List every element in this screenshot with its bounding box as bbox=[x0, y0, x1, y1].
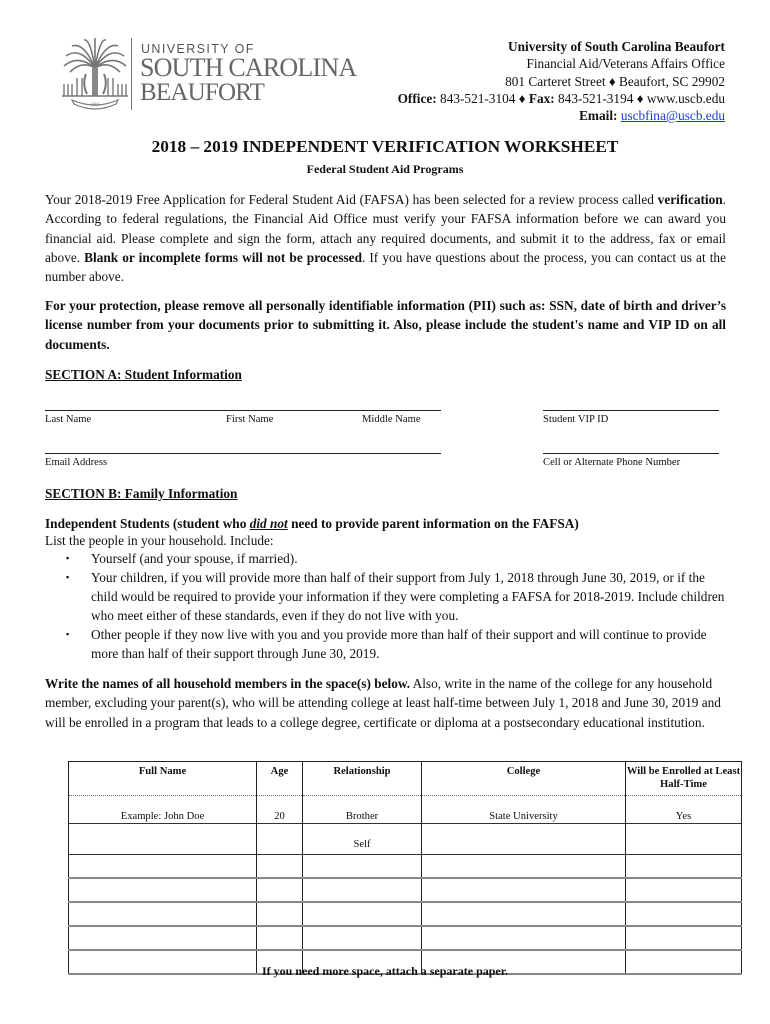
relationship-cell[interactable] bbox=[303, 902, 422, 926]
age-cell[interactable] bbox=[257, 878, 303, 902]
relationship-cell[interactable] bbox=[303, 878, 422, 902]
full-name-cell[interactable] bbox=[69, 902, 257, 926]
name-field-line[interactable] bbox=[45, 410, 441, 411]
college-cell[interactable] bbox=[422, 855, 626, 879]
logo-text-beaufort: BEAUFORT bbox=[140, 79, 265, 106]
college-cell[interactable] bbox=[422, 926, 626, 950]
vip-id-label: Student VIP ID bbox=[543, 414, 609, 425]
logo-text-south-carolina: SOUTH CAROLINA bbox=[140, 53, 357, 82]
list-item bbox=[66, 625, 726, 663]
age-cell[interactable] bbox=[257, 855, 303, 879]
list-item bbox=[66, 549, 726, 568]
table-row bbox=[69, 902, 742, 926]
page-title: 2018 – 2019 INDEPENDENT VERIFICATION WORKSHEET bbox=[151, 137, 619, 156]
heading-text: Independent Students (student who bbox=[45, 516, 250, 531]
col-header-age: Age bbox=[257, 762, 303, 796]
email-link[interactable]: uscbfina@uscb.edu bbox=[620, 108, 725, 124]
first-name-label: First Name bbox=[226, 414, 274, 425]
phone-fax-line bbox=[398, 90, 725, 107]
intro-text: Your 2018-2019 Free Application for Federal Student Aid (FAFSA) has been selected for a review process called bbox=[45, 192, 658, 207]
university-seal-logo bbox=[60, 38, 130, 110]
college-cell[interactable] bbox=[422, 902, 626, 926]
enrolled-cell[interactable] bbox=[626, 824, 742, 855]
phone-label: Cell or Alternate Phone Number bbox=[543, 457, 681, 468]
section-a-heading: SECTION A: Student Information bbox=[45, 367, 242, 382]
website: www.uscb.edu bbox=[646, 90, 725, 106]
household-instructions bbox=[45, 674, 735, 732]
relationship-cell[interactable] bbox=[303, 855, 422, 879]
age-cell[interactable] bbox=[257, 824, 303, 855]
bullet-icon: ▪ bbox=[66, 553, 70, 563]
office-phone: 843-521-3104 bbox=[440, 90, 516, 106]
table-row bbox=[69, 926, 742, 950]
email-label: Email: bbox=[579, 108, 618, 124]
table-row bbox=[69, 855, 742, 879]
fax-label: Fax: bbox=[528, 90, 555, 106]
enrolled-cell[interactable] bbox=[626, 902, 742, 926]
relationship-cell: Brother bbox=[303, 796, 422, 824]
full-name-cell: Example: John Doe bbox=[69, 796, 257, 824]
logo-divider bbox=[131, 38, 132, 110]
household-list-intro: List the people in your household. Include: bbox=[45, 533, 274, 548]
email-field-line[interactable] bbox=[45, 453, 441, 454]
office-contact-block bbox=[398, 38, 725, 124]
did-not-emphasis: did not bbox=[249, 516, 288, 531]
more-space-note: If you need more space, attach a separate paper. bbox=[262, 964, 508, 978]
intro-text: . According to federal regulations, the Financial Aid Office must verify your FAFSA information before we can award you financial aid. Please complete and sign the form, attach any required documents, and submit it to the address, fax or email above. bbox=[45, 192, 726, 265]
example-row bbox=[69, 796, 742, 824]
vip-id-field-line[interactable] bbox=[543, 410, 719, 411]
bullet-icon: ▪ bbox=[66, 629, 70, 639]
phone-field-line[interactable] bbox=[543, 453, 719, 454]
table-header-row bbox=[69, 762, 742, 796]
list-item-text: Other people if they now live with you and you provide more than half of their support and will continue to provide more than half of their support through June 30, 2019. bbox=[91, 627, 707, 661]
diamond-separator-icon: ♦ bbox=[636, 90, 644, 106]
instructions-text: Also, write in the name of the college for any household member, excluding your parent(s), who will be attending college at least half-time between July 1, 2018 and June 30, 2019 and will be enrolled in a program that leads to a college degree, certificate or diploma at a postsecondary educational institution. bbox=[45, 676, 721, 730]
incomplete-warning: Blank or incomplete forms will not be processed bbox=[84, 249, 362, 265]
bullet-icon: ▪ bbox=[66, 572, 70, 582]
age-cell: 20 bbox=[257, 796, 303, 824]
age-cell[interactable] bbox=[257, 902, 303, 926]
last-name-label: Last Name bbox=[45, 414, 92, 425]
fax-number: 843-521-3194 bbox=[558, 90, 634, 106]
independent-students-heading bbox=[45, 516, 579, 532]
verification-term: verification bbox=[657, 192, 723, 207]
col-header-college: College bbox=[422, 762, 626, 796]
full-name-cell[interactable] bbox=[69, 855, 257, 879]
full-name-cell[interactable] bbox=[69, 926, 257, 950]
college-cell: State University bbox=[422, 796, 626, 824]
col-header-full-name: Full Name bbox=[69, 762, 257, 796]
college-cell[interactable] bbox=[422, 824, 626, 855]
table-row bbox=[69, 824, 742, 855]
age-cell[interactable] bbox=[257, 926, 303, 950]
list-item bbox=[66, 568, 726, 625]
logo-text-university-of: UNIVERSITY OF bbox=[141, 42, 255, 56]
office-label: Office: bbox=[397, 90, 437, 106]
enrolled-cell[interactable] bbox=[626, 926, 742, 950]
relationship-cell[interactable] bbox=[303, 926, 422, 950]
instructions-bold: Write the names of all household members in the space(s) below. bbox=[45, 676, 411, 691]
office-name: Financial Aid/Veterans Affairs Office bbox=[526, 56, 725, 72]
full-name-cell[interactable] bbox=[69, 824, 257, 855]
list-item-text: Yourself (and your spouse, if married). bbox=[91, 551, 298, 566]
enrolled-cell: Yes bbox=[626, 796, 742, 824]
intro-text: . If you have questions about the process, you can contact us at the number above. bbox=[45, 249, 726, 285]
relationship-cell[interactable]: Self bbox=[303, 824, 422, 855]
col-header-enrolled: Will be Enrolled at Least Half-Time bbox=[626, 762, 742, 796]
college-cell[interactable] bbox=[422, 878, 626, 902]
enrolled-cell[interactable] bbox=[626, 878, 742, 902]
street-address: 801 Carteret Street ♦ Beaufort, SC 29902 bbox=[505, 73, 725, 89]
intro-paragraph bbox=[45, 190, 726, 286]
list-item-text: Your children, if you will provide more than half of their support from July 1, 2018 through June 30, 2019, or if the child would be required to provide your information if they were completing a FAFSA for 2018-2019. Include children who meet either of these standards, even if they do not live with you. bbox=[91, 570, 725, 623]
palmetto-tree-icon bbox=[60, 38, 130, 110]
diamond-separator-icon: ♦ bbox=[518, 90, 526, 106]
col-header-relationship: Relationship bbox=[303, 762, 422, 796]
full-name-cell[interactable] bbox=[69, 878, 257, 902]
household-members-table bbox=[68, 761, 742, 975]
table-row bbox=[69, 878, 742, 902]
page-subtitle: Federal Student Aid Programs bbox=[306, 162, 464, 176]
middle-name-label: Middle Name bbox=[362, 414, 421, 425]
section-b-heading: SECTION B: Family Information bbox=[45, 486, 238, 501]
household-include-list bbox=[66, 549, 726, 663]
enrolled-cell[interactable] bbox=[626, 855, 742, 879]
seal-year: 1801 bbox=[90, 103, 100, 108]
pii-notice: For your protection, please remove all personally identifiable information (PII) such as: SSN, date of birth and driver’s license number from your documents prior to submitting it. Also, please include the student's name and VIP ID on all documents. bbox=[45, 298, 726, 352]
email-address-label: Email Address bbox=[45, 457, 108, 468]
heading-text: need to provide parent information on the FAFSA) bbox=[287, 516, 579, 531]
institution-name: University of South Carolina Beaufort bbox=[508, 39, 725, 54]
